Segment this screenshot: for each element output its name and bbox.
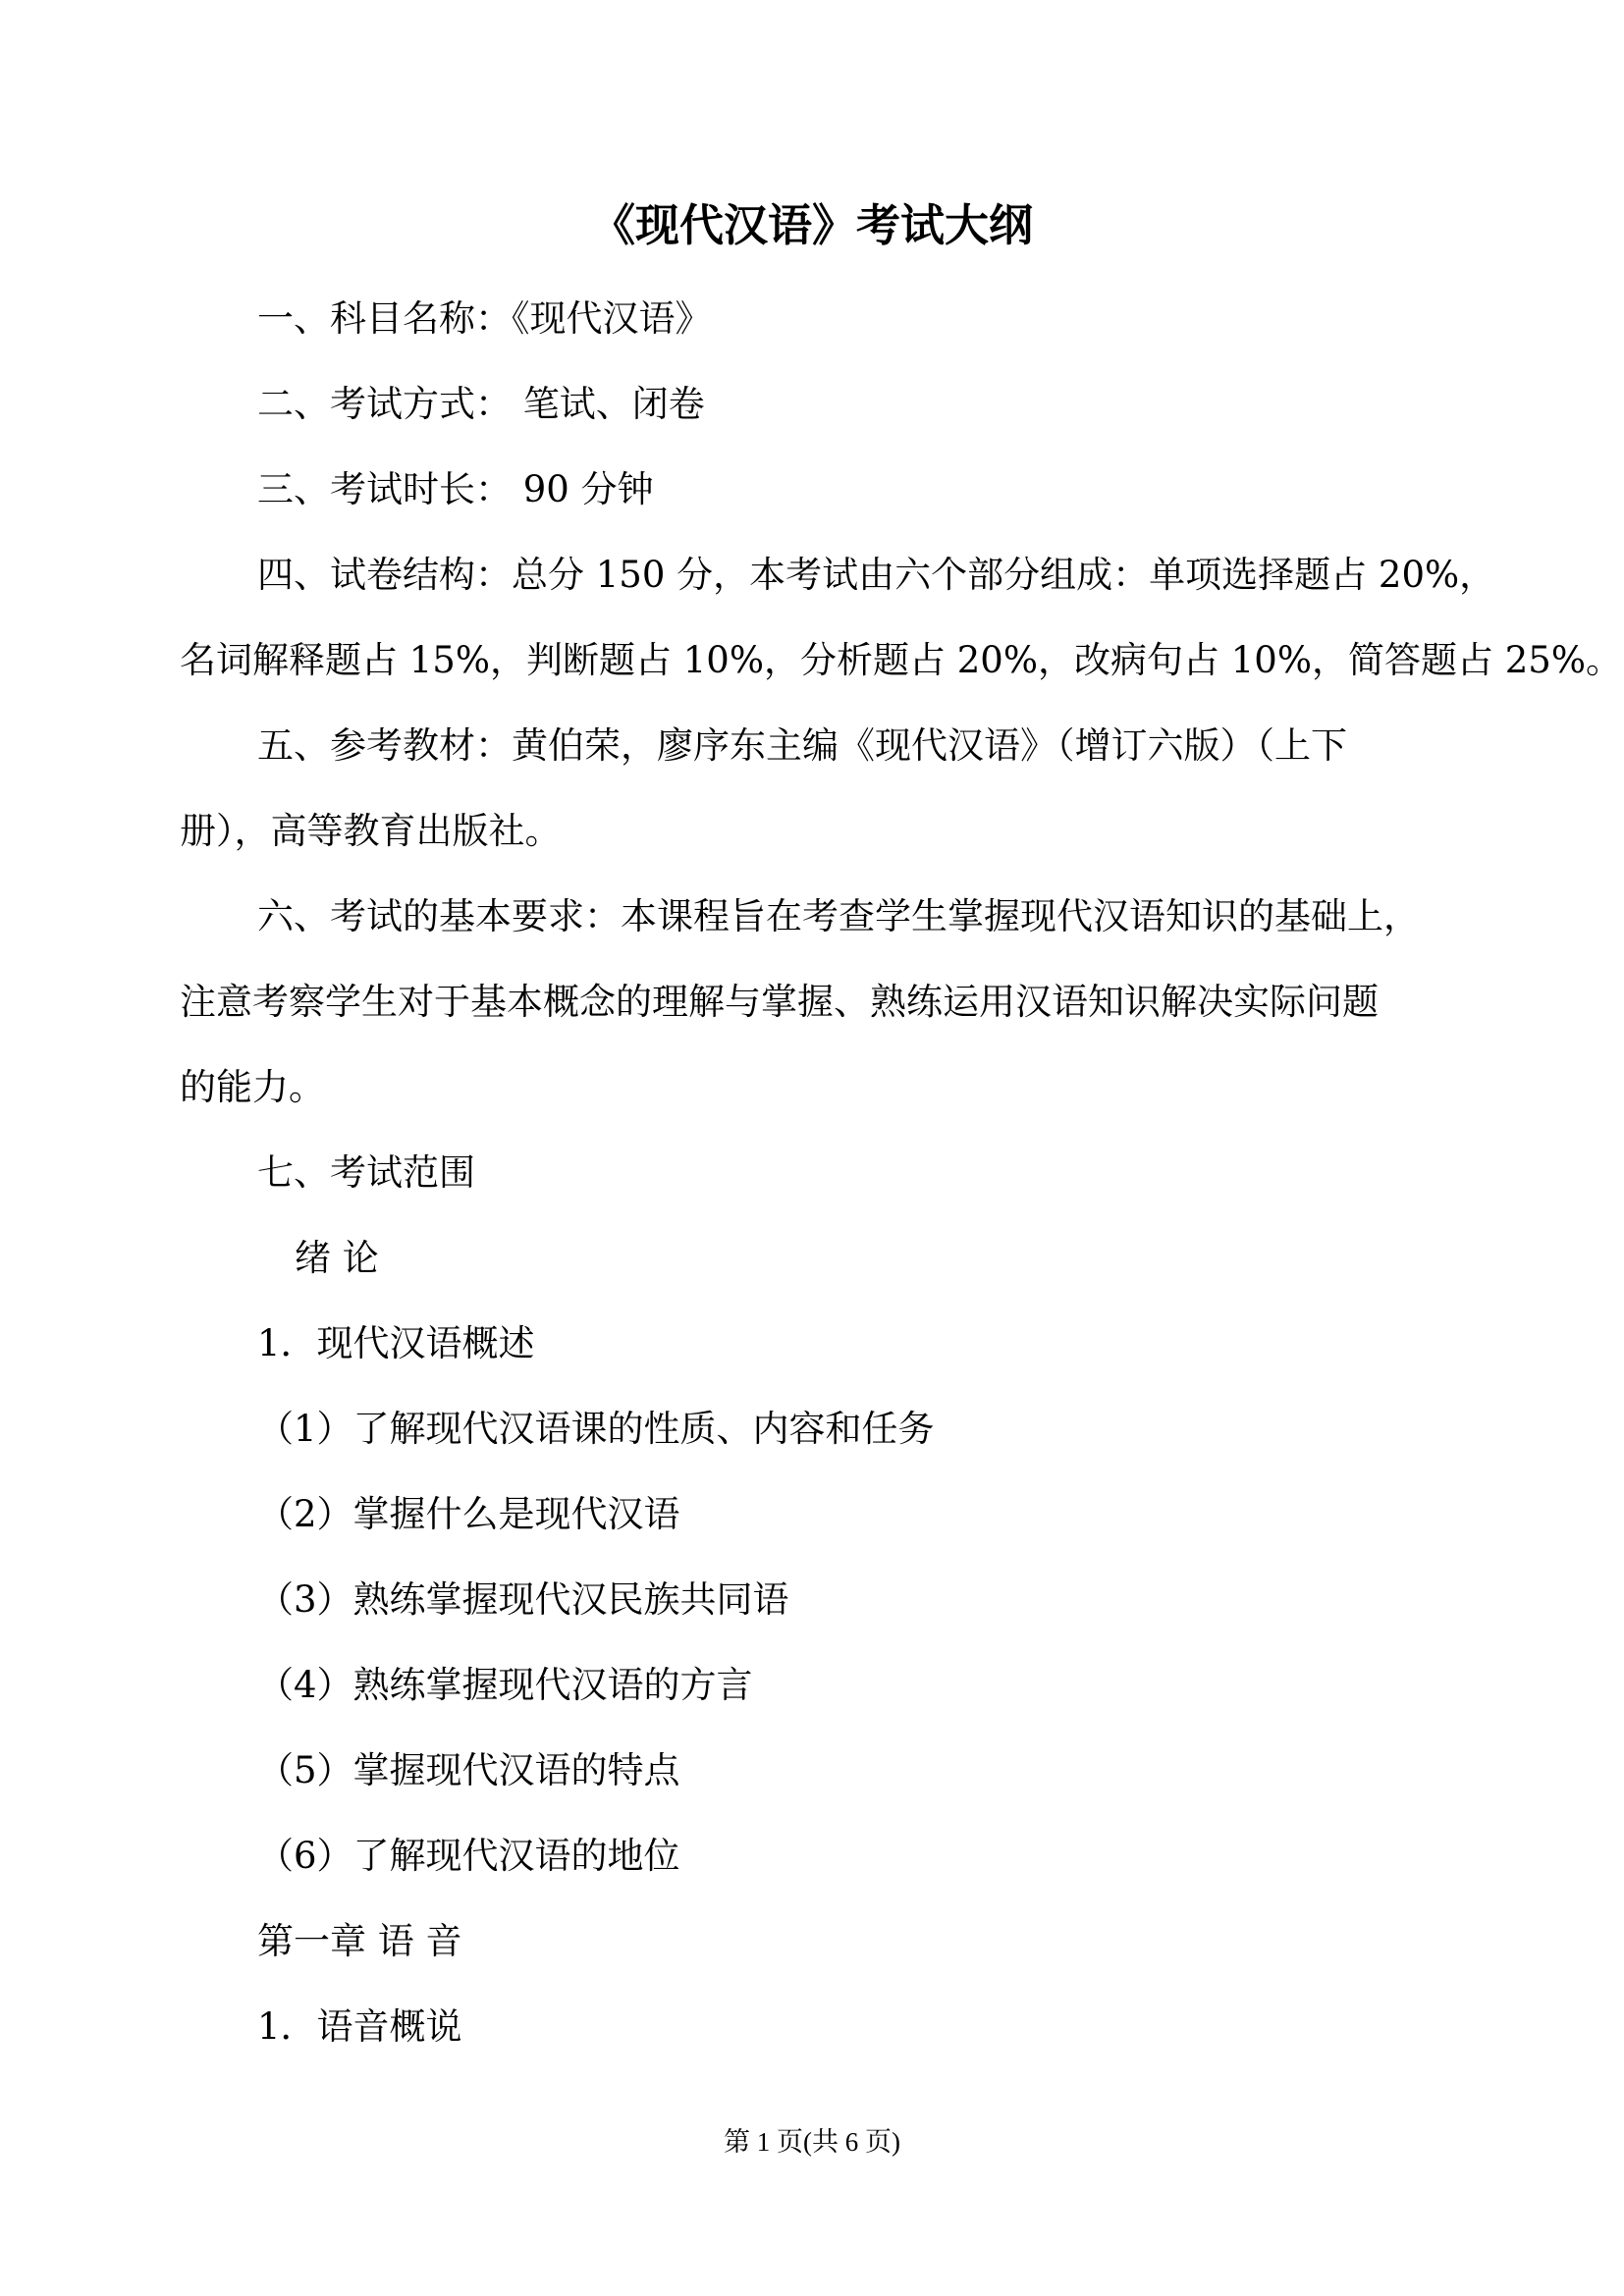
textbook-line-1: 五、参考教材：黄伯荣，廖序东主编《现代汉语》（增订六版）（上下 <box>257 724 1347 767</box>
paper-structure-line-1: 四、试卷结构：总分 150 分，本考试由六个部分组成：单项选择题占 20%， <box>257 554 1496 596</box>
intro-point-3: （3）熟练掌握现代汉民族共同语 <box>257 1578 789 1621</box>
exam-method-line: 二、考试方式： 笔试、闭卷 <box>257 383 705 425</box>
intro-point-2: （2）掌握什么是现代汉语 <box>257 1493 680 1535</box>
requirements-line-1: 六、考试的基本要求：本课程旨在考查学生掌握现代汉语知识的基础上， <box>257 895 1420 937</box>
textbook-line-2: 册），高等教育出版社。 <box>180 810 562 852</box>
chapter-1-section-1: 1．语音概说 <box>257 2005 462 2048</box>
intro-section-1: 1．现代汉语概述 <box>257 1322 535 1364</box>
intro-point-5: （5）掌握现代汉语的特点 <box>257 1749 680 1791</box>
intro-point-6: （6）了解现代汉语的地位 <box>257 1835 680 1877</box>
requirements-line-3: 的能力。 <box>180 1066 325 1108</box>
page-footer: 第 1 页(共 6 页) <box>724 2127 900 2157</box>
exam-duration-line: 三、考试时长： 90 分钟 <box>257 468 654 510</box>
exam-scope-heading: 七、考试范围 <box>257 1151 475 1194</box>
document-title: 《现代汉语》考试大纲 <box>590 199 1033 251</box>
chapter-1-heading: 第一章 语 音 <box>257 1920 462 1962</box>
requirements-line-2: 注意考察学生对于基本概念的理解与掌握、熟练运用汉语知识解决实际问题 <box>180 981 1379 1023</box>
subject-name-line: 一、科目名称：《现代汉语》 <box>257 297 712 340</box>
intro-heading: 绪 论 <box>295 1237 379 1279</box>
paper-structure-line-2: 名词解释题占 15%，判断题占 10%，分析题占 20%，改病句占 10%，简答题占 25%。 <box>180 639 1622 681</box>
intro-point-1: （1）了解现代汉语课的性质、内容和任务 <box>257 1408 935 1450</box>
intro-point-4: （4）熟练掌握现代汉语的方言 <box>257 1664 753 1706</box>
